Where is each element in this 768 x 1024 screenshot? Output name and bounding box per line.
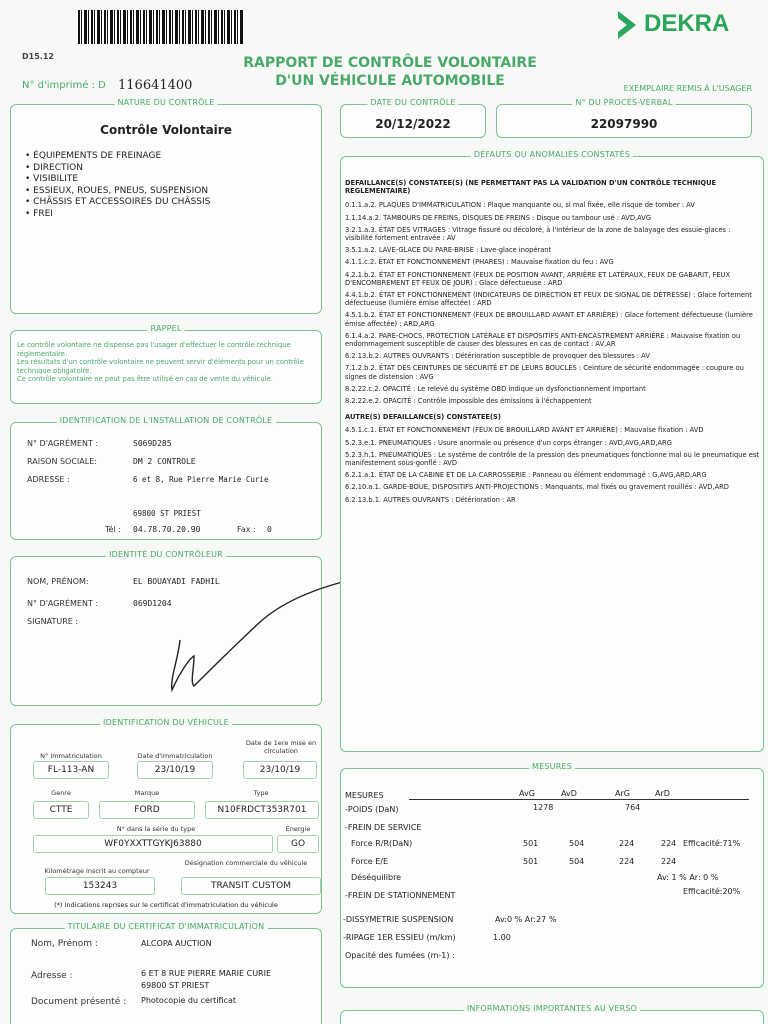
poids-av: 1278 xyxy=(533,803,554,812)
defect-item: 5.2.3.e.1. PNEUMATIQUES : Usure anormale ou présence d'un corps étranger : AVD,AVG,ARD,ARG xyxy=(345,438,672,447)
titulaire-doc-label: Document présenté : xyxy=(31,997,127,1007)
dissym-label: -DISSYMETRIE SUSPENSION xyxy=(343,915,454,924)
titulaire-header: TITULAIRE DU CERTIFICAT D'IMMATRICULATION xyxy=(65,922,268,931)
vehicule-section xyxy=(10,718,322,914)
document-title xyxy=(190,54,590,90)
immat-label: N° Immatriculation xyxy=(40,752,102,760)
mesures-section xyxy=(340,762,764,988)
nature-list xyxy=(25,151,210,220)
fax-value: 0 xyxy=(267,525,272,534)
barcode xyxy=(78,10,243,44)
nature-item: • CHÂSSIS ET ACCESSOIRES DU CHÂSSIS xyxy=(25,197,211,207)
defect-item: 8.2.22.e.2. OPACITÉ : Contrôle impossible des émissions à l'échappement xyxy=(345,397,592,406)
defect-item: 3.5.1.a.2. LAVE-GLACE DU PARE-BRISE : Lave-glace inopérant xyxy=(345,246,552,255)
controleur-nom: EL BOUAYADI FADHIL xyxy=(133,577,220,586)
col-avd: AvD xyxy=(561,789,577,798)
defect-item: 4.4.1.b.2. ÉTAT ET FONCTIONNEMENT (INDICATEURS DE DIRECTION ET FEUX DE SIGNAL DE DÉTRESSE) : Glace fortement défectueuse (lumière émise affectée) : ARD xyxy=(345,291,752,308)
section2-title: AUTRE(S) DEFAILLANCE(S) CONSTATEE(S) xyxy=(345,413,501,422)
defect-item: 7.1.2.b.2. ÉTAT DES CEINTURES DE SÉCURITÉ ET DE LEURS BOUCLES : Ceinture de sécurité endommagée : coupure ou signes de distension : AVG xyxy=(345,364,744,381)
titulaire-nom-label: Nom, Prénom : xyxy=(31,939,98,949)
exemplaire-label: EXEMPLAIRE REMIS À L'USAGER xyxy=(623,84,752,93)
nature-header: NATURE DU CONTRÔLE xyxy=(114,98,217,107)
controleur-agrement-label: N° D'AGRÉMENT : xyxy=(27,599,99,608)
col-arg: ArG xyxy=(615,789,630,798)
nature-item: • VISIBILITE xyxy=(25,174,79,184)
titulaire-adresse-1: 6 ET 8 RUE PIERRE MARIE CURIE xyxy=(141,969,272,978)
defect-item: 4.5.1.c.1. ÉTAT ET FONCTIONNEMENT (FEUX DE BROUILLARD AVANT ET ARRIÈRE) : Mauvaise fixation : AVD xyxy=(345,426,704,435)
rappel-text xyxy=(17,341,315,384)
force-ee-label: Force E/E xyxy=(351,857,388,866)
defect-item: 1.1.14.a.2. TAMBOURS DE FREINS, DISQUES DE FREINS : Disque ou tambour usé : AVD,AVG xyxy=(345,213,652,222)
fax-label: Fax : xyxy=(237,525,256,534)
col-avg: AvG xyxy=(519,789,535,798)
serie-label: N° dans la série du type xyxy=(116,825,196,833)
signature-scribble xyxy=(150,560,360,710)
immat-field: FL-113-AN xyxy=(33,761,109,779)
vehicule-header: IDENTIFICATION DU VÉHICULE xyxy=(100,718,232,727)
doc-code: D15.12 xyxy=(22,52,54,61)
rappel-line: Ce contrôle volontaire ne peut pas être utilisé en cas de vente du véhicule. xyxy=(17,375,273,383)
date-controle-header: DATE DU CONTRÔLE xyxy=(367,98,458,107)
tel-value: 04.78.70.20.90 xyxy=(133,525,201,534)
date-immat-field: 23/10/19 xyxy=(137,761,213,779)
defect-item: 4.2.1.b.2. ÉTAT ET FONCTIONNEMENT (FEUX DE POSITION AVANT, ARRIÈRE ET LATÉRAUX, FEUX DE GABARIT, FEUX D'ENCOMBREMENT ET FEUX DE JOUR) : Glace défectueuse : ARD xyxy=(345,270,731,287)
date-1ere-label: Date de 1ere mise en circulation xyxy=(245,739,317,755)
installation-section xyxy=(10,416,322,540)
raison-label: RAISON SOCIALE: xyxy=(27,457,97,466)
imprime-label: N° d'imprimé : D xyxy=(22,80,106,91)
date-immat-label: Date d'immatriculation xyxy=(137,752,213,760)
rappel-section xyxy=(10,324,322,404)
force-rr-avd: 504 xyxy=(569,839,585,848)
force-ee-avg: 501 xyxy=(523,857,539,866)
stationnement-label: -FREIN DE STATIONNEMENT xyxy=(345,891,456,900)
date-controle-value: 20/12/2022 xyxy=(375,117,451,131)
km-label: Kilométrage inscrit au compteur xyxy=(44,867,150,875)
pv-box xyxy=(496,98,752,138)
vehicule-note: (*) Indications reprises sur le certificat d'immatriculation du véhicule xyxy=(54,901,278,909)
nature-section xyxy=(10,98,322,314)
energie-field: GO xyxy=(277,835,319,853)
rappel-line: Le contrôle volontaire ne dispense pas l'usager d'effectuer le contrôle technique réglementaire. xyxy=(17,341,291,358)
signature-label: SIGNATURE : xyxy=(27,617,79,626)
controleur-agrement: 069D1204 xyxy=(133,599,172,608)
defect-item: 6.2.13.b.2. AUTRES OUVRANTS : Détérioration susceptible de provoquer des blessures : AV xyxy=(345,352,650,361)
controleur-header: IDENTITÉ DU CONTRÔLEUR xyxy=(106,550,226,559)
titulaire-nom: ALCOPA AUCTION xyxy=(141,939,212,948)
dekra-logo xyxy=(614,8,744,42)
defect-item: 6.1.4.a.2. PARE-CHOCS, PROTECTION LATÉRALE ET DISPOSITIFS ANTI-ENCASTREMENT ARRIÈRE : Mauvaise fixation ou endommagement susceptible de causer des blessures en cas de contact : AV,AR xyxy=(345,331,741,349)
genre-field: CTTE xyxy=(33,801,89,819)
nature-title: Contrôle Volontaire xyxy=(100,123,232,137)
km-field: 153243 xyxy=(45,877,155,895)
brand-name: DEKRA xyxy=(644,10,730,37)
force-rr-efficacite: Efficacité:71% xyxy=(683,839,741,848)
agrement-value: S069D285 xyxy=(133,439,172,448)
tel-label: Tél : xyxy=(105,525,121,534)
title-line-1: RAPPORT DE CONTRÔLE VOLONTAIRE xyxy=(243,55,537,71)
col-ard: ArD xyxy=(655,789,670,798)
designation-field: TRANSIT CUSTOM xyxy=(181,877,321,895)
raison-value: DM 2 CONTROLE xyxy=(133,457,196,466)
force-rr-label: Force R/R(DaN) xyxy=(351,839,413,848)
ripage-value: 1.00 xyxy=(493,933,511,942)
nature-item: • FREI xyxy=(25,208,53,219)
dekra-arrow-icon xyxy=(614,8,644,42)
rappel-line: Les résultats d'un contrôle volontaire ne peuvent servir d'éléments pour un contrôle technique obligatoire. xyxy=(17,358,304,375)
serie-field: WF0YXXTTGYKJ63880 xyxy=(33,835,273,853)
mesures-rule xyxy=(409,799,749,800)
force-ee-arg: 224 xyxy=(619,857,635,866)
force-rr-arg: 224 xyxy=(619,839,635,848)
marque-label: Marque xyxy=(134,789,160,797)
opacite-label: Opacité des fumées (m-1) : xyxy=(345,951,455,960)
imprime-number: 116641400 xyxy=(118,78,193,93)
adresse-line-2: 69800 ST PRIEST xyxy=(133,509,201,518)
nature-item: • DIRECTION xyxy=(25,162,83,173)
nature-item: • ÉQUIPEMENTS DE FREINAGE xyxy=(25,151,162,161)
defect-item: 6.2.13.b.1. AUTRES OUVRANTS : Détérioration : AR xyxy=(345,495,516,504)
defect-item: 3.2.1.a.3. ÉTAT DES VITRAGES : Vitrage fissuré ou décoloré, à l'intérieur de la zone de balayage des essuie-glaces : visibilité fortement entravée : AV xyxy=(345,225,731,243)
info-verso-box xyxy=(340,1004,764,1024)
mesures-header: MESURES xyxy=(529,762,575,771)
titulaire-section xyxy=(10,922,322,1024)
stationnement-efficacite: Efficacité:20% xyxy=(683,887,741,896)
title-line-2: D'UN VÉHICULE AUTOMOBILE xyxy=(275,73,505,89)
force-rr-ard: 224 xyxy=(661,839,677,848)
dissym-value: Av:0 % Ar:27 % xyxy=(495,915,557,924)
defect-item: 4.1.1.c.2. ÉTAT ET FONCTIONNEMENT (PHARES) : Mauvaise fixation du feu : AVG xyxy=(345,258,614,267)
defect-item: 5.2.3.h.1. PNEUMATIQUES : Le système de contrôle de la pression des pneumatiques fonctionne mal ou le pneumatique est manifestement sous-gonflé : AVD xyxy=(345,450,759,468)
titulaire-doc: Photocopie du certificat xyxy=(141,996,237,1005)
frein-service-label: -FREIN DE SERVICE xyxy=(345,823,422,832)
titulaire-adresse-label: Adresse : xyxy=(31,971,73,981)
force-rr-avg: 501 xyxy=(523,839,539,848)
energie-label: Énergie xyxy=(285,825,311,833)
defauts-section xyxy=(340,150,764,752)
pv-header: N° DU PROCÈS-VERBAL xyxy=(572,98,675,107)
agrement-label: N° D'AGRÉMENT : xyxy=(27,439,99,448)
force-ee-ard: 224 xyxy=(661,857,677,866)
adresse-label: ADRESSE : xyxy=(27,475,70,484)
marque-field: FORD xyxy=(99,801,195,819)
date-controle-box xyxy=(340,98,486,138)
info-verso: INFORMATIONS IMPORTANTES AU VERSO xyxy=(464,1004,640,1013)
type-label: Type xyxy=(253,789,269,797)
designation-label: Désignation commerciale du véhicule xyxy=(184,859,308,867)
force-ee-avd: 504 xyxy=(569,857,585,866)
adresse-line-1: 6 et 8, Rue Pierre Marie Curie xyxy=(133,475,269,484)
genre-label: Genre xyxy=(51,789,71,797)
deseq-label: Déséquilibre xyxy=(351,873,402,882)
defauts-content xyxy=(345,179,759,508)
defect-item: 6.2.10.a.1. GARDE-BOUE, DISPOSITIFS ANTI-PROJECTIONS : Manquants, mal fixés ou gravement rouillés : AVD,ARD xyxy=(345,483,729,492)
rappel-header: RAPPEL xyxy=(147,324,184,333)
nature-item: • ESSIEUX, ROUES, PNEUS, SUSPENSION xyxy=(25,185,209,196)
installation-header: IDENTIFICATION DE L'INSTALLATION DE CONTRÔLE xyxy=(57,416,276,425)
mesures-title: MESURES xyxy=(345,791,384,800)
pv-value: 22097990 xyxy=(590,117,658,131)
deseq-value: Av: 1 % Ar: 0 % xyxy=(657,873,719,882)
titulaire-adresse-2: 69800 ST PRIEST xyxy=(141,981,210,990)
defauts-header: DÉFAUTS OU ANOMALIES CONSTATÉS xyxy=(471,150,633,159)
section1-title: DEFAILLANCE(S) CONSTATEE(S) (NE PERMETTANT PAS LA VALIDATION D'UN CONTRÔLE TECHNIQUE REGLEMENTAIRE) xyxy=(345,179,717,196)
defect-item: 0.1.1.a.2. PLAQUES D'IMMATRICULATION : Plaque manquante ou, si mal fixée, elle risque de tomber : AV xyxy=(345,201,695,210)
ripage-label: -RIPAGE 1ER ESSIEU (m/km) xyxy=(343,933,456,942)
type-field: N10FRDCT353R701 xyxy=(205,801,319,819)
poids-ar: 764 xyxy=(625,803,641,812)
defect-item: 8.2.22.c.2. OPACITÉ : Le relevé du système OBD indique un dysfonctionnement important xyxy=(345,384,646,393)
date-1ere-field: 23/10/19 xyxy=(243,761,317,779)
defect-item: 6.2.1.a.1. ÉTAT DE LA CABINE ET DE LA CARROSSERIE : Panneau ou élément endommagé : G,AVG,ARD,ARG xyxy=(345,471,707,480)
poids-label: -POIDS (DaN) xyxy=(345,805,399,814)
controleur-nom-label: NOM, PRÉNOM: xyxy=(27,577,89,586)
defect-item: 4.5.1.b.2. ÉTAT ET FONCTIONNEMENT (FEUX DE BROUILLARD AVANT ET ARRIÈRE) : Glace fortement défectueuse (lumière émise affectée) : ARD,ARG xyxy=(345,311,753,328)
